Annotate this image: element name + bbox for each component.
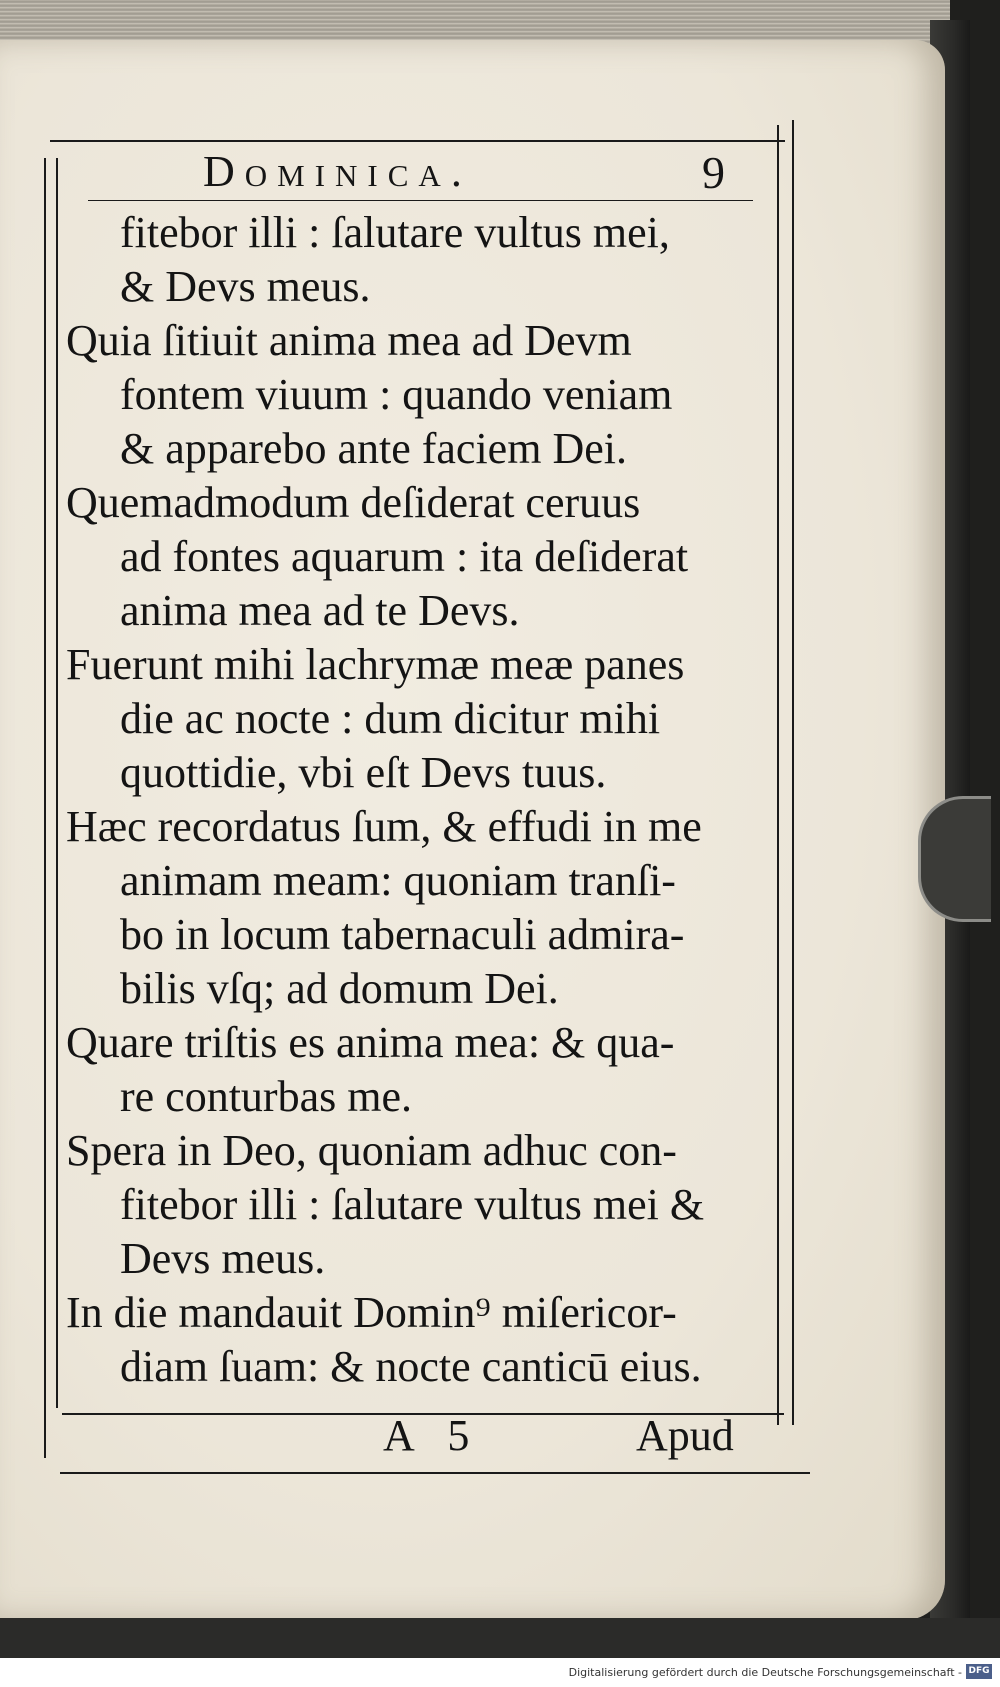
inner-right-rule (777, 125, 779, 1425)
text-line: Quemadmodum deſiderat ceruus (66, 478, 641, 527)
text-line: fitebor illi : ſalutare vultus mei & (120, 1180, 705, 1229)
signature-mark: A 5 (383, 1411, 470, 1460)
frame-left-rule (44, 158, 46, 1458)
text-line: quottidie, vbi eſt Devs tuus. (120, 748, 607, 797)
running-title: Dominica. (203, 147, 472, 196)
catchword: Apud (636, 1411, 734, 1460)
frame-bottom-rule (60, 1472, 810, 1474)
text-line: bilis vſq; ad domum Dei. (120, 964, 559, 1013)
text-line: Fuerunt mihi lachrymæ meæ panes (66, 640, 685, 689)
text-line: Devs meus. (120, 1234, 326, 1283)
page-number: 9 (702, 147, 725, 198)
book-clasp (918, 796, 991, 922)
text-line: ad fontes aquarum : ita deſiderat (120, 532, 689, 581)
text-line: diam ſuam: & nocte canticū eius. (120, 1342, 702, 1391)
text-line: Hæc recordatus ſum, & effudi in me (66, 802, 702, 851)
text-line: anima mea ad te Devs. (120, 586, 520, 635)
text-line: Spera in Deo, quoniam adhuc con- (66, 1126, 677, 1175)
text-line: die ac nocte : dum dicitur mihi (120, 694, 661, 743)
frame-right-rule (792, 120, 794, 1425)
scan-background (0, 1618, 1000, 1658)
inner-left-rule (56, 158, 58, 1408)
text-line: & Devs meus. (120, 262, 371, 311)
text-line: fitebor illi : ſalutare vultus mei, (120, 208, 670, 257)
text-line: & apparebo ante faciem Dei. (120, 424, 627, 473)
text-line: animam meam: quoniam tranſi- (120, 856, 676, 905)
frame-top-rule (50, 140, 785, 142)
credit-text: Digitalisierung gefördert durch die Deutsche Forschungsgemeinschaft - (568, 1666, 962, 1679)
text-line: bo in locum tabernaculi admira- (120, 910, 685, 959)
text-line: fontem viuum : quando veniam (120, 370, 673, 419)
text-line: re conturbas me. (120, 1072, 412, 1121)
dfg-logo: DFG (966, 1664, 992, 1679)
text-line: Quia ſitiuit anima mea ad Devm (66, 316, 632, 365)
header-rule (88, 200, 753, 201)
text-line: In die mandauit Domin⁹ miſericor- (66, 1288, 677, 1337)
text-line: Quare triſtis es anima mea: & qua- (66, 1018, 675, 1067)
